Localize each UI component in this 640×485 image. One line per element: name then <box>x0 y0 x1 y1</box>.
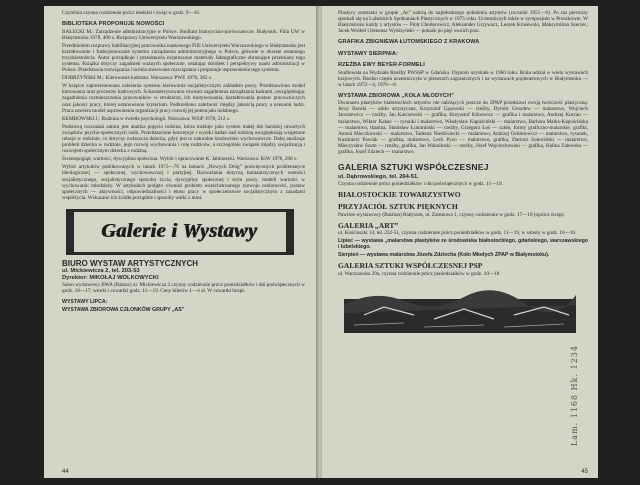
page-number-left: 44 <box>62 469 69 475</box>
bureau-text: Salon wystawowy BWA (Ratusz) ul. Mickiewicza 2 czynny codziennie prócz poniedziałków i dni poświątecznych w godz. 10—17; wtorki i czwartki godz. 11—19. Ceny biletów 1—4 zł. W czwartki bezpł. <box>62 281 305 295</box>
section-heading: BIAŁOSTOCKIE TOWARZYSTWO <box>338 189 461 199</box>
paragraph: Czytelnia czynna codziennie prócz niedziel i świąt w godz. 9—16. <box>62 10 201 16</box>
section-heading: WYSTAWY SIERPNIA: <box>338 50 398 57</box>
address-line: ul. Dąbrowskiego, tel. 264-51. <box>338 173 419 180</box>
banner-right-cap <box>286 209 294 255</box>
section-heading: RZEŹBA EWY BEYER-FORMELI <box>338 62 425 69</box>
july-heading: WYSTAWY LIPCA: <box>62 299 108 306</box>
paragraph: Sierpień — wystawa malarstwa Józefa Zdziecha (Koło Młodych ZPAP w Białymstoku). <box>338 252 550 259</box>
paragraph: Czynna codziennie prócz poniedziałków i dni poświątecznych w godz. 11—19. <box>338 180 503 187</box>
paragraph: Studiowała na Wydziale Rzeźby PWSSP w Gdańsku. Dyplom uzyskała w 1960 roku. Brała udział w wielu wystawach krajowych. Bardzo często uczestniczyła w plenerach zagranicznych i na wystawach poplenerowych w Białymstoku — w latach 1972—4, 1976—8. <box>338 69 588 88</box>
july-item: WYSTAWA ZBIOROWA CZŁONKÓW GRUPY „AS” <box>62 307 185 314</box>
paragraph: ul. Kościuszki 14, tel. 232-51, czynna codziennie prócz poniedziałków w godz. 11—19, w soboty w godz. 10—16. <box>338 230 577 237</box>
galleries-banner <box>66 209 294 255</box>
right-page-text <box>338 10 588 277</box>
section-heading: WYSTAWA ZBIOROWA „KOŁA MŁODYCH” <box>338 92 455 99</box>
banner-title: Galerie i Wystawy <box>102 220 258 243</box>
section-heading: BIBLIOTEKA PROPONUJE NOWOŚCI <box>62 21 165 28</box>
right-page <box>322 6 598 478</box>
bureau-address: ul. Mickiewicza 2, tel. 203-53 <box>62 267 140 274</box>
paragraph: DOBRZYŃSKI M.: Kierowanie kadrami. Warszawa: PWE 1978, 382 s. <box>62 75 213 82</box>
banner-left-cap <box>66 209 74 255</box>
paragraph: Wybór artykułów publikowanych w latach 1973—76 na łamach „Nowych Dróg” poświęconych problematyce ideologicznej — społecznej, wychowawczej i partyjnej. Rozważania dotyczą humanistycznych wartości socjalistycznego, socjalistycznego sposobu życia, dyscypliny społecznej i stylu pracy, modeli wartości w wychowaniu młodzieży. W artykułach podjęto również problem wszechstronnego rozwoju osobowości, postaw społecznych — aktywności, odpowiedzialności i etosu pracy w społeczeństwie socjalistycznym z zasadami współżycia. Wskazano ich źródła porządnie i sposoby walki z nimi. <box>62 164 305 201</box>
paragraph: KEMBOWSKI J.: Rodzina w świetle psychologii. Warszawa: WSiP 1978, 212 s. <box>62 115 231 122</box>
section-heading: GALERIA „ART” <box>338 220 399 230</box>
bureau-name: BIURO WYSTAW ARTYSTYCZNYCH <box>62 258 198 268</box>
woodcut-illustration <box>344 285 576 333</box>
paragraph: W książce zaprezentowano założenia systemu kierowania socjalistycznym zakładem pracy. Przedstawiono model kierowania oraz procesów kadrowych. Scharakteryzowano również zagadnienia zarządzania kadrami, uwzględniając zagadnienia rozmieszczenia pracowników w strukturze, ich motywowania, kształtowania postaw pracowniczych oraz jakości pracy, której ustanowiono kryterium. Podkreślono zależność między jakością pracy a ocenami ludzi. Praca zawiera model usprawnienia organizacji pracy rozwój jej potencjału ludzkiego. <box>62 83 305 114</box>
handwritten-note: Lam. 1168 Hk. 1234 <box>570 345 579 446</box>
left-page <box>44 6 318 478</box>
paragraph: BAŁECKI M.: Zarządzenie administracyjne w Polsce. Studium historyczno-porównawcze. Białystok: Filia UW w Białymstoku 1978, 400 s. Rozprawy Uniwersytetu Warszawskiego. <box>62 28 305 41</box>
paragraph: Pawilon wystawowy (Bastion) Białystok, ul. Zamkowa 1, czynny codziennie w godz. 17—19 (oprócz świąt). <box>338 211 565 218</box>
paragraph: Plastycy zrzeszeni w grupie „As” należą do najmłodszego pokolenia artystów (roczniki 1951—6). Po raz pierwszy spotkali się na Lubelskich Spotkaniach Plastycznych w 1975 roku. Uczestniczyli także w sympozjum w Pruszkowie. W Białymstoku każdy z artystów — Piotr Chodorowicz, Aleksander Grzywacz, Leszek Krusewski, Maksymilian Szerzec, Jacek Wróbel i Ireneusz Wydrzyński — pokaże po pięć swoich prac. <box>338 10 588 35</box>
bureau-director: Dyrektor: MIKOŁAJ WOLKOWYCKI <box>62 274 159 281</box>
paragraph: Światopogląd, wartości, dyscyplina społeczna. Wybór i opracowanie K. Jabłonecki. Warszawa: KiW 1978, 290 s. <box>62 156 298 163</box>
paragraph: Dwunastu plastyków białostockich artystów nie należących jeszcze do ZPAP przedstawi swoją twórczość plastyczną: Jerzy Becela — szkło artystyczne, Krzysztof Gąsowski — rzeźby, Dymitr Grozdew — malarstwo, Wojciech Jaroszewicz — rzeźby, Jan Karczewski — grafika, Krzysztof Klinowicz — grafika i malarstwo, Andrzej Korcan — malarstwo, Wiktor Kabac — rysunki i malarstwo, Władysław Kapuściński — malarstwo, Barbara Marks-Kapuścińska — malarstwo, tkanina, Stanisław Łutomiński — rzeźby, Grzegorz Łoś — szkło, formy graficzno-malarskie, grafiki, Antoni Mieczkowski — malarstwo, Tadeusz Niedźwiecki — malarstwo, Andrzej Ochimowicz — malarstwo, rysunek, Kazimierz Pawlak — grafika, malarstwo, Lech Pyzo — malarstwo, grafika, Dariusz Sobociński — malarstwo, Mieczysław Szum — rzeźby, grafika, Jan Wakulinski — rzeźby, Józef Wojciechowski — grafika, Halina Zalewska — grafika, Józef Zdziech — malarstwo. <box>338 100 588 156</box>
page-number-right: 45 <box>581 469 588 475</box>
section-heading: GALERIA SZTUKI WSPÓŁCZESNEJ <box>338 162 489 173</box>
paragraph: Podstawą rozważań autora jest analiza pojęcia rodzina, która traktuje jako system małej lub bardziej otwartych związków psycho-społecznych osób. Przedstawione koncepcje i wyniki badań nad rodziną uwzględniają wzajemne relacje w rodzinie, co dotyczy zwłaszcza dziecka, gdyż jest to naturalne środowisko wychowawcze. Dalej analizuje problem dziecka w rodzinie, jego rozwój wychowania i rolę rodziców, a szczególnie związek między socjalizacją i rozwojem społecznym dziecka z rodziną. <box>62 123 305 155</box>
paragraph: Lipiec — wystawa „malarstwa plastyków ze środowiska białostockiego, gdańskiego, warszawskiego i lubelskiego. <box>338 238 588 251</box>
section-heading: GALERIA SZTUKI WSPÓŁCZESNEJ PSP <box>338 261 483 271</box>
left-page-text <box>62 10 305 201</box>
section-heading: GRAFIKA ZBIGNIEWA ŁUTOMSKIEGO Z KRAKOWA <box>338 39 480 46</box>
section-heading: PRZYJACIÓŁ SZTUK PIĘKNYCH <box>338 202 458 212</box>
paragraph: Przedmiotem rozprawy habilitacyjnej pracownika naukowego Filii Uniwersytetu Warszawskiego w Białymstoku jest kształtowanie i funkcjonowanie systemu zarządzenia administracyjnego w Polsce, głównie w okresie ostatniego trzydziestolecia. Autor porządkuje i przedstawia rozproszone materiały faktograficzne obrazujące przemiany tego systemu. Książka dotyczy zagadnień ważnych społecznie, ustalając dorobek i perspektywy nauki administracji w Polsce. Przedstawia rozwiązania i ocenia stosowane rozwiązania i proponuje usprawnienia tego systemu. <box>62 42 305 74</box>
paragraph: ul. Warszawska 29a, czynna codziennie prócz poniedziałków w godz. 10—18 <box>338 270 500 277</box>
